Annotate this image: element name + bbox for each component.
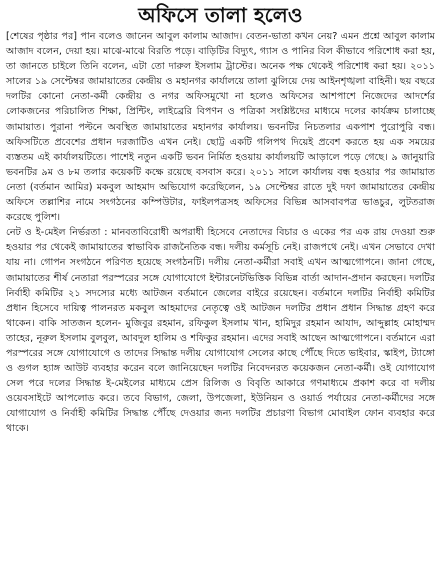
article-headline: অফিসে তালা হলেও — [138, 3, 303, 27]
article-paragraph-1: পান বলেও জানেন আবুল কালাম আজাদ। বেতন-ভাতা কখন নেয়? এমন প্রশ্নে আবুল কালাম আজাদ বলেন, দেয়া হয়। মাঝে-মাঝে বিরতি পড়ে। বাড়িটির বিদ্যুৎ, গ্যাস ও পানির বিল কীভাবে পরিশোধ করা হয়, তা জানতে চাইলে তিনি বলেন, এটা তো দারুল ইসলাম ট্রাস্টের। অনেক পক্ষ থেকেই পরিশোধ করা হয়। ২০১১ সালের ১৯ সেপ্টেম্বর জামায়াতের কেন্দ্রীয় ও মহানগর কার্যালয়ে তালা ঝুলিয়ে দেয় আইনশৃঙ্খলা বাহিনী। ছয় বছরে দলটির কোনো নেতা-কর্মী কেন্দ্রীয় ও নগর অফিসমুখো না হলেও অফিসের আশপাশে নিজেদের আদর্শের লোকজনের পরিচালিত শিক্ষা, প্রিন্টিং, লাইব্রেরি বিপণন ও পত্রিকা সংশ্লিষ্টদের মাধ্যমে দলের কার্যক্রম চালাচ্ছে জামায়াত। পুরানা পল্টনে অবস্থিত জামায়াতের মহানগর কার্যালয়। ভবনটির নিচতলার একপাশ পুরোপুরি বন্ধ। অফিসটিতে প্রবেশের প্রধান দরজাটিও এখন নেই। ছোট্ট একটি গলিপথ দিয়েই প্রবেশ করতে হয় এক সময়ের ব্যস্ততম এই কার্যালয়টিতে। পাশেই নতুন একটি ভবন নির্মিত হওয়ায় কার্যালয়টি আড়ালে পড়ে গেছে। ৯ জানুয়ারি ভবনটির ৯ম ও ৮ম তলার কয়েকটি কক্ষে রয়েছে বসবাস করে। ২০১১ সালে কার্যালয় বন্ধ হওয়ার পর জামায়াত নেতা (বর্তমান আমির) মকবুল আহমাদ অভিযোগ করেছিলেন, ১৯ সেপ্টেম্বর রাতে দুই দফা জামায়াতের কেন্দ্রীয় অফিসে তল্লাশির নামে সংগঠনের কম্পিউটার, ফাইলপত্রসহ অফিসের বিভিন্ন আসবাবপত্র ভাঙচুর, লুটতরাজ করেছে পুলিশ। — [6, 31, 436, 224]
article-paragraph-2: নেট ও ই-মেইল নির্ভরতা : মানবতাবিরোধী অপরাধী হিসেবে নেতাদের বিচার ও একের পর এক রায় দেওয়া শুরু হওয়ার পর থেকেই জামায়াতের স্বাভাবিক রাজনৈতিক বন্ধ। দলীয় কর্মসূচি নেই। রাজপথে নেই। এখন সেভাবে দেখা যায় না। গোপন সংগঠনে পরিণত হয়েছে সংগঠনটি। দলীয় নেতা-কর্মীরা সবাই এখন আত্মগোপনে। জানা গেছে, জামায়াতের শীর্ষ নেতারা পরস্পরের সঙ্গে যোগাযোগে ইন্টারনেটভিত্তিক বিভিন্ন বার্তা আদান-প্রদান করছেন। দলটির নির্বাহী কমিটির ২১ সদস্যের মধ্যে আটজন বর্তমানে জেলের বাইরে রয়েছেন। বর্তমানে দলটির নির্বাহী কমিটির প্রধান হিসেবে দায়িত্ব পালনরত মকবুল আহমাদের নেতৃত্বে ওই আটজন দলটির প্রধান প্রধান সিদ্ধান্ত গ্রহণ করে থাকেন। বাকি সাতজন হলেন- মুজিবুর রহমান, রফিকুল ইসলাম খান, হামিদুর রহমান আযাদ, আব্দুল্লাহ মোহাম্মদ তাহের, নূরুল ইসলাম বুলবুল, আবদুল হালিম ও শফিকুর রহমান। এদের সবাই আছেন আত্মগোপনে। বর্তমানে এরা পরস্পরের সঙ্গে যোগাযোগে ও তাদের সিদ্ধান্ত দলীয় যোগাযোগ সেলের কাছে পৌঁছে দিতে ভাইবার, স্কাইপ, ট্যাঙ্গো ও গুগল হ্যাঙ্গ আউট ব্যবহার করেন বলে জানিয়েছেন দলটির নিবেদনরত কয়েকজন নেতা-কর্মী। ওই যোগাযোগ সেল পরে দলের সিদ্ধান্ত ই-মেইলের মাধ্যমে প্রেস রিলিজ ও বিবৃতি আকারে গণমাধ্যমে প্রকাশ করে বা দলীয় ওয়েবসাইটে আপলোড করে। তবে বিভাগ, জেলা, উপজেলা, ইউনিয়ন ও ওয়ার্ড পর্যায়ের নেতা-কর্মীদের সঙ্গে যোগাযোগ ও নির্বাহী কমিটির সিদ্ধান্ত পৌঁছে দেওয়ার জন্য দলটির প্রচারণা বিভাগ মোবাইল ফোন ব্যবহার করে থাকে। — [6, 227, 435, 435]
continued-from-tag: [শেষের পৃষ্ঠার পর] — [6, 31, 78, 42]
article-body — [6, 29, 435, 437]
